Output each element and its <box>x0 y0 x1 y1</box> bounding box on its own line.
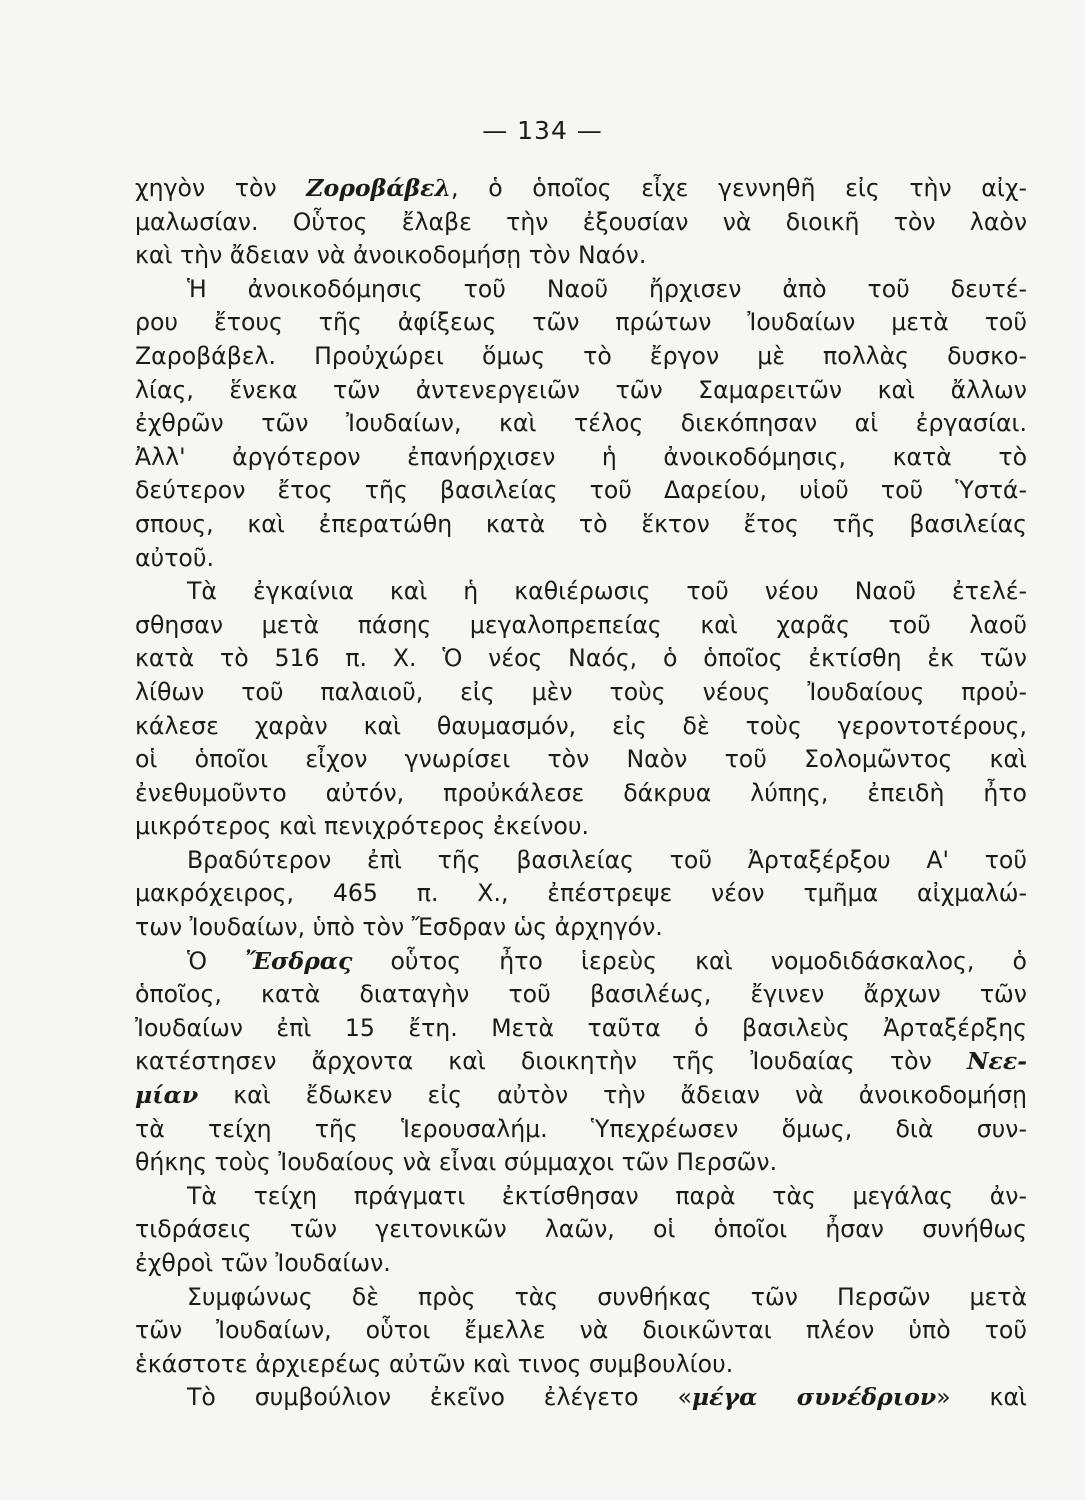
text-line <box>135 273 1027 307</box>
text-line <box>135 945 1027 979</box>
body-text <box>135 172 1027 1415</box>
text-run: ἐχθροὶ τῶν Ἰουδαίων. <box>135 1249 391 1277</box>
text-run: δεύτερον ἔτος τῆς βασιλείας τοῦ Δαρείου, υἱοῦ τοῦ Ὑστά- <box>135 476 1027 505</box>
text-run: ἐχθρῶν τῶν Ἰουδαίων, καὶ τέλος διεκόπησαν αἱ ἐργασίαι. <box>135 409 1027 438</box>
text-line <box>135 1381 1027 1415</box>
emphasized-name: Νεε- <box>966 1047 1027 1076</box>
text-line <box>135 441 1027 475</box>
text-run: τῶν Ἰουδαίων, οὗτοι ἔμελλε νὰ διοικῶνται πλέον ὑπὸ τοῦ <box>135 1316 1027 1345</box>
text-line <box>135 1146 1027 1180</box>
emphasized-name: μέγα συνέδριον <box>691 1383 937 1412</box>
text-run: λίας, ἕνεκα τῶν ἀντενεργειῶν τῶν Σαμαρειτῶν καὶ ἄλλων <box>135 375 1027 404</box>
text-line <box>135 239 1027 273</box>
text-line <box>135 1348 1027 1382</box>
text-run: Τὰ τείχη πράγματι ἐκτίσθησαν παρὰ τὰς μεγάλας ἀν- <box>187 1181 1027 1210</box>
text-run: χηγὸν τὸν <box>135 174 307 202</box>
text-run: μαλωσίαν. Οὗτος ἔλαβε τὴν ἐξουσίαν νὰ διοικῆ τὸν λαὸν <box>135 207 1027 236</box>
text-line <box>135 508 1027 542</box>
text-run: σθησαν μετὰ πάσης μεγαλοπρεπείας καὶ χαρᾶς τοῦ λαοῦ <box>135 610 1027 639</box>
text-line <box>135 710 1027 744</box>
text-line <box>135 743 1027 777</box>
text-line <box>135 1180 1027 1214</box>
text-run: Συμφώνως δὲ πρὸς τὰς συνθήκας τῶν Περσῶν μετὰ <box>187 1282 1027 1311</box>
text-run: μακρόχειρος, 465 π. Χ., ἐπέστρεψε νέον τμῆμα αἰχμαλώ- <box>135 879 1027 908</box>
text-run: , ὁ ὁποῖος εἶχε γεννηθῆ εἰς τὴν αἰχ- <box>451 174 1027 202</box>
text-run: μικρότερος καὶ πενιχρότερος ἐκείνου. <box>135 812 590 841</box>
text-line <box>135 172 1027 206</box>
text-run: κατὰ τὸ 516 π. Χ. Ὁ νέος Ναός, ὁ ὁποῖος ἐκτίσθη ἐκ τῶν <box>135 644 1027 673</box>
text-run: Ὁ <box>187 946 246 975</box>
text-line <box>135 474 1027 508</box>
text-line <box>135 877 1027 911</box>
text-run: Ζαροβάβελ. Προὐχώρει ὅμως τὸ ἔργον μὲ πολλὰς δυσκο- <box>135 341 1027 370</box>
text-run: Τὰ ἐγκαίνια καὶ ἡ καθιέρωσις τοῦ νέου Ναοῦ ἐτελέ- <box>187 577 1027 606</box>
text-run: σπους, καὶ ἐπερατώθη κατὰ τὸ ἕκτον ἔτος τῆς βασιλείας <box>135 509 1027 538</box>
text-run: τὰ τείχη τῆς Ἱερουσαλήμ. Ὑπεχρέωσεν ὅμως, διὰ συν- <box>135 1114 1027 1143</box>
text-run: ὁποῖος, κατὰ διαταγὴν τοῦ βασιλέως, ἔγινεν ἄρχων τῶν <box>135 980 1027 1009</box>
text-run: Βραδύτερον ἐπὶ τῆς βασιλείας τοῦ Ἀρταξέρξου Α' τοῦ <box>187 845 1027 874</box>
text-line <box>135 844 1027 878</box>
text-run: θήκης τοὺς Ἰουδαίους νὰ εἶναι σύμμαχοι τῶν Περσῶν. <box>135 1148 778 1177</box>
text-run: » καὶ <box>936 1383 1027 1412</box>
text-line <box>135 911 1027 945</box>
text-line <box>135 642 1027 676</box>
text-line <box>135 978 1027 1012</box>
text-line <box>135 340 1027 374</box>
text-line <box>135 1314 1027 1348</box>
text-run: Ἡ ἀνοικοδόμησις τοῦ Ναοῦ ἤρχισεν ἀπὸ τοῦ δευτέ- <box>187 274 1027 303</box>
text-line <box>135 609 1027 643</box>
text-line <box>135 1247 1027 1281</box>
text-line <box>135 407 1027 441</box>
page-number: — 134 — <box>482 116 603 145</box>
text-run: ρου ἔτους τῆς ἀφίξεως τῶν πρώτων Ἰουδαίων μετὰ τοῦ <box>135 308 1027 337</box>
text-run: Ἀλλ' ἀργότερον ἐπανήρχισεν ἡ ἀνοικοδόμησις, κατὰ τὸ <box>135 442 1027 471</box>
text-line <box>135 810 1027 844</box>
text-line <box>135 1079 1027 1113</box>
text-run: καὶ ἔδωκεν εἰς αὐτὸν τὴν ἄδειαν νὰ ἀνοικοδομήσῃ <box>198 1081 1027 1110</box>
text-run: τιδράσεις τῶν γειτονικῶν λαῶν, οἱ ὁποῖοι ἦσαν συνήθως <box>135 1215 1027 1244</box>
text-run: αὐτοῦ. <box>135 543 214 572</box>
text-line <box>135 1281 1027 1315</box>
text-run: κατέστησεν ἄρχοντα καὶ διοικητὴν τῆς Ἰουδαίας τὸν <box>135 1047 967 1076</box>
emphasized-name: μίαν <box>135 1081 199 1110</box>
text-run: των Ἰουδαίων, ὑπὸ τὸν Ἔσδραν ὡς ἀρχηγόν. <box>135 913 663 942</box>
text-line <box>135 542 1027 576</box>
text-line <box>135 1113 1027 1147</box>
text-run: ἐνεθυμοῦντο αὐτόν, προὐκάλεσε δάκρυα λύπης, ἐπειδὴ ἦτο <box>135 778 1027 807</box>
emphasized-name: Ζοροβάβελ <box>306 174 452 202</box>
text-line <box>135 206 1027 240</box>
text-run: λίθων τοῦ παλαιοῦ, εἰς μὲν τοὺς νέους Ἰουδαίους προὐ- <box>135 677 1027 706</box>
text-line <box>135 1012 1027 1046</box>
text-run: ἑκάστοτε ἀρχιερέως αὐτῶν καὶ τινος συμβουλίου. <box>135 1349 734 1378</box>
text-line <box>135 306 1027 340</box>
text-run: οἱ ὁποῖοι εἶχον γνωρίσει τὸν Ναὸν τοῦ Σολομῶντος καὶ <box>135 745 1027 774</box>
text-line <box>135 777 1027 811</box>
text-line <box>135 676 1027 710</box>
text-run: Ἰουδαίων ἐπὶ 15 ἔτη. Μετὰ ταῦτα ὁ βασιλεὺς Ἀρταξέρξης <box>135 1013 1027 1042</box>
emphasized-name: Ἔσδρας <box>245 946 353 975</box>
text-run: οὗτος ἦτο ἱερεὺς καὶ νομοδιδάσκαλος, ὁ <box>352 946 1027 975</box>
text-line <box>135 1213 1027 1247</box>
text-run: καὶ τὴν ἄδειαν νὰ ἀνοικοδομήσῃ τὸν Ναόν. <box>135 241 647 270</box>
text-run: κάλεσε χαρὰν καὶ θαυμασμόν, εἰς δὲ τοὺς γεροντοτέρους, <box>135 711 1027 740</box>
text-line <box>135 575 1027 609</box>
text-run: Τὸ συμβούλιον ἐκεῖνο ἐλέγετο « <box>187 1383 692 1412</box>
text-line <box>135 374 1027 408</box>
text-line <box>135 1045 1027 1079</box>
